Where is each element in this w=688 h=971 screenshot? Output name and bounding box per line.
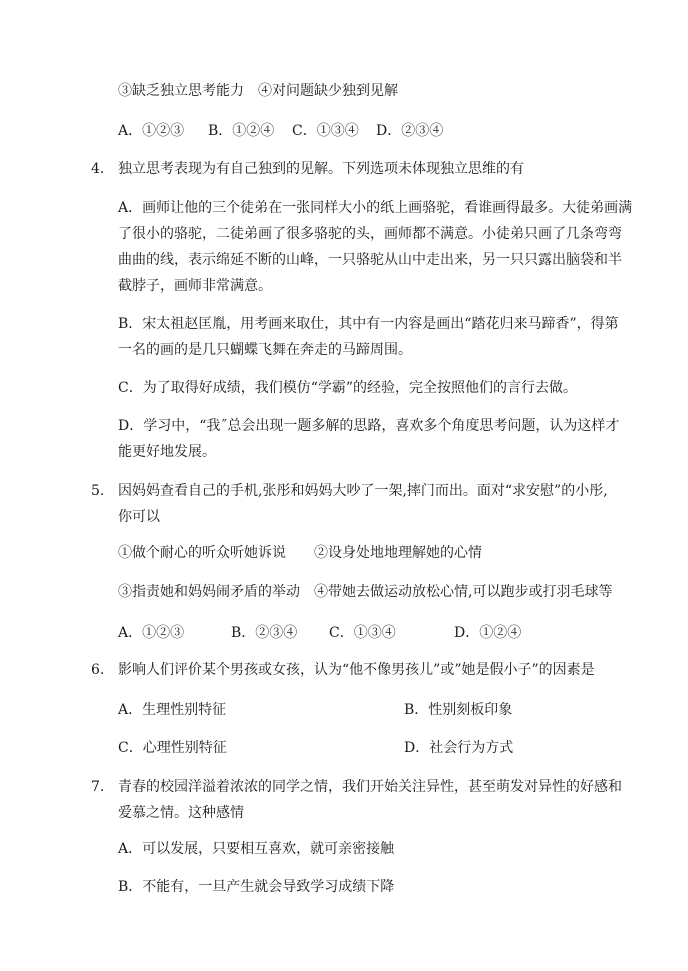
q3-items-line: ③缺乏独立思考能力 ④对问题缺少独到见解	[118, 83, 398, 99]
q4-option-d-line1: D．学习中，“我˝总会出现一题多解的思路，喜欢多个角度思考问题，认为这样才	[118, 418, 620, 434]
q5-number: 5.	[91, 483, 105, 499]
q7-stem-line1: 青春的校园洋溢着浓浓的同学之情，我们开始关注异性，甚至萌发对异性的好感和	[118, 779, 622, 795]
q4-option-a-line4: 截脖子，画师非常满意。	[118, 278, 272, 294]
q7-option-a: A．可以发展，只要相互喜欢，就可亲密接触	[118, 841, 395, 857]
q4-option-d-line2: 能更好地发展。	[118, 444, 216, 460]
q4-option-a-line1: A．画师让他的三个徒弟在一张同样大小的纸上画骆驼，看谁画得最多。大徒弟画满	[118, 200, 633, 216]
q5-option-c: C．①③④	[329, 625, 396, 641]
q4-option-b-line2: 一名的画的是几只蝴蝶飞舞在奔走的马蹄周围。	[118, 342, 412, 358]
q7-number: 7.	[91, 779, 105, 795]
q4-number: 4.	[91, 161, 105, 177]
q6-option-d: D．社会行为方式	[404, 740, 514, 756]
q7-stem-line2: 爱慕之情。这种感情	[118, 805, 244, 821]
q3-option-d: D．②③④	[376, 123, 444, 139]
q5-items-line1: ①做个耐心的听众听她诉说 ②设身处地地理解她的心情	[118, 545, 482, 561]
q6-stem: 影响人们评价某个男孩或女孩，认为“他不像男孩儿”或”她是假小子”的因素是	[118, 662, 595, 678]
q6-number: 6.	[91, 662, 105, 678]
q5-items-line2: ③指责她和妈妈闹矛盾的举动 ④带她去做运动放松心情,可以跑步或打羽毛球等	[118, 584, 613, 600]
q6-option-a: A．生理性别特征	[118, 702, 227, 718]
q7-option-b: B．不能有，一旦产生就会导致学习成绩下降	[118, 879, 395, 895]
q4-option-a-line2: 了很小的骆驼，二徒弟画了很多骆驼的头，画师都不满意。小徒弟只画了几条弯弯	[118, 226, 622, 242]
q4-option-a-line3: 曲曲的线，表示绵延不断的山峰，一只骆驼从山中走出来，另一只只露出脑袋和半	[118, 252, 622, 268]
q4-stem: 独立思考表现为有自己独到的见解。下列选项未体现独立思维的有	[118, 161, 524, 177]
q4-option-c: C．为了取得好成绩，我们模仿“学霸”的经验，完全按照他们的言行去做。	[118, 380, 578, 396]
q5-option-a: A．①②③	[118, 625, 185, 641]
q4-option-b-line1: B．宋太祖赵匡胤，用考画来取仕，其中有一内容是画出“踏花归来马蹄香”，得第	[118, 316, 619, 332]
q3-option-b: B．①②④	[208, 123, 275, 139]
q6-option-c: C．心理性别特征	[118, 740, 227, 756]
q3-option-c: C．①③④	[292, 123, 359, 139]
q3-option-a: A．①②③	[118, 123, 185, 139]
q5-option-b: B．②③④	[231, 625, 298, 641]
q5-stem-line2: 你可以	[118, 509, 160, 525]
q6-option-b: B．性别刻板印象	[404, 702, 513, 718]
q5-stem-line1: 因妈妈查看自己的手机,张彤和妈妈大吵了一架,摔门而出。面对“求安慰”的小彤,	[118, 483, 608, 499]
q5-option-d: D．①②④	[454, 625, 522, 641]
